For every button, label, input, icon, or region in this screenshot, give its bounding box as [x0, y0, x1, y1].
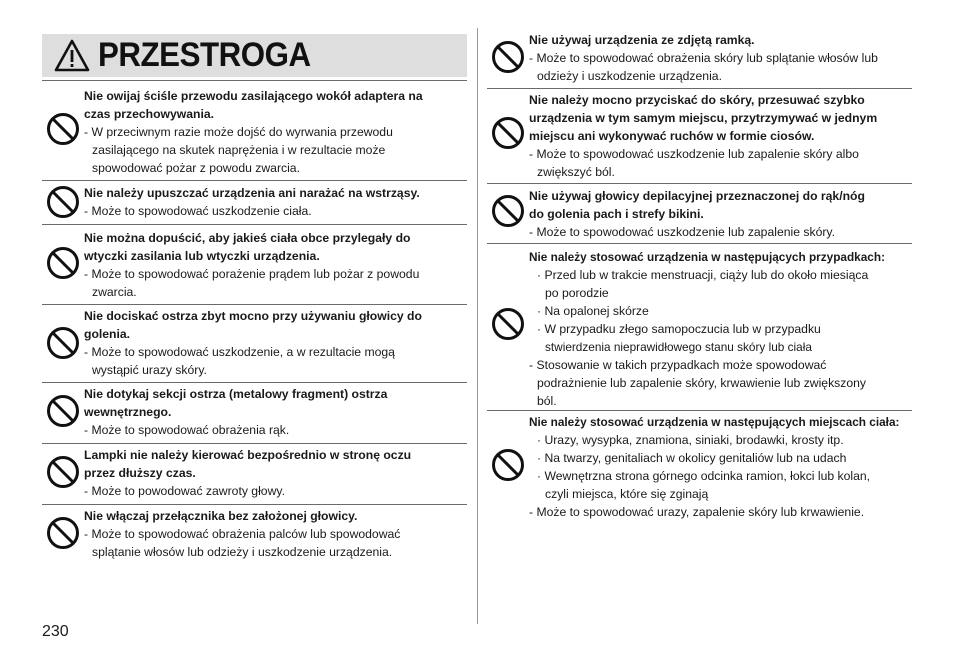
- page-number: 230: [42, 623, 69, 640]
- prohibition-icon: [46, 394, 80, 428]
- caution-item: [42, 180, 467, 224]
- warning-text: urządzenia w tym samym miejscu, przytrzymywać w jednym: [529, 111, 878, 125]
- consequence-text: splątanie włosów lub odzieży i uszkodzenie urządzenia.: [92, 545, 393, 559]
- caution-item: [487, 410, 912, 525]
- warning-text: golenia.: [84, 327, 131, 341]
- warning-text: do golenia pach i strefy bikini.: [529, 207, 704, 221]
- warning-text: Nie używaj głowicy depilacyjnej przeznaczonej do rąk/nóg: [529, 189, 865, 203]
- prohibition-icon: [46, 185, 80, 219]
- prohibition-icon: [491, 116, 525, 150]
- consequence-text: - Może to powodować zawroty głowy.: [84, 484, 285, 498]
- warning-text: przez dłuższy czas.: [84, 466, 196, 480]
- warning-text: miejscu ani wykonywać ruchów w formie ciosów.: [529, 129, 815, 143]
- prohibition-icon: [46, 516, 80, 550]
- bullet-item: czyli miejsca, które się zginają: [545, 487, 709, 501]
- bullet-item: po porodzie: [545, 286, 609, 300]
- warning-text: czas przechowywania.: [84, 107, 215, 121]
- prohibition-icon: [491, 194, 525, 228]
- caution-item: [42, 80, 467, 180]
- warning-text: Nie należy mocno przyciskać do skóry, przesuwać szybko: [529, 93, 865, 107]
- consequence-text: odzieży i uszkodzenie urządzenia.: [537, 69, 722, 83]
- consequence-text: - Stosowanie w takich przypadkach może spowodować: [529, 358, 827, 372]
- consequence-text: podrażnienie lub zapalenie skóry, krwawienie lub zwiększony: [537, 376, 867, 390]
- consequence-text: - Może to spowodować obrażenia palców lub spowodować: [84, 527, 401, 541]
- consequence-text: - Może to spowodować obrażenia rąk.: [84, 423, 290, 437]
- warning-text: Nie używaj urządzenia ze zdjętą ramką.: [529, 33, 755, 47]
- consequence-text: - Może to spowodować uszkodzenie lub zapalenie skóry.: [529, 225, 835, 239]
- page-title: PRZESTROGA: [98, 36, 311, 74]
- prohibition-icon: [46, 112, 80, 146]
- consequence-text: zwiększyć ból.: [537, 165, 615, 179]
- caution-item: [487, 243, 912, 410]
- warning-triangle-icon: [54, 39, 90, 73]
- consequence-text: ból.: [537, 394, 557, 408]
- consequence-text: - Może to spowodować uszkodzenie, a w rezultacie mogą: [84, 345, 395, 359]
- consequence-text: - Może to spowodować obrażenia skóry lub splątanie włosów lub: [529, 51, 878, 65]
- consequence-text: zwarcia.: [92, 285, 137, 299]
- prohibition-icon: [46, 455, 80, 489]
- consequence-text: - W przeciwnym razie może dojść do wyrwania przewodu: [84, 125, 393, 139]
- warning-text: Nie należy upuszczać urządzenia ani narażać na wstrząsy.: [84, 186, 420, 200]
- caution-item: [487, 183, 912, 243]
- warning-text: wewnętrznego.: [84, 405, 172, 419]
- bullet-item: · Wewnętrzna strona górnego odcinka ramion, łokci lub kolan,: [537, 469, 871, 483]
- bullet-item: · W przypadku złego samopoczucia lub w przypadku: [537, 322, 821, 336]
- warning-text: Nie włączaj przełącznika bez założonej głowicy.: [84, 509, 358, 523]
- warning-text: Nie należy stosować urządzenia w następujących przypadkach:: [529, 250, 885, 264]
- consequence-text: zasilającego na skutek naprężenia i w rezultacie może: [92, 143, 386, 157]
- caution-item: [42, 224, 467, 304]
- prohibition-icon: [491, 448, 525, 482]
- warning-text: Nie należy stosować urządzenia w następujących miejscach ciała:: [529, 415, 900, 429]
- consequence-text: - Może to spowodować uszkodzenie ciała.: [84, 204, 312, 218]
- caution-header: [42, 34, 467, 77]
- bullet-item: · Na twarzy, genitaliach w okolicy genitaliów lub na udach: [537, 451, 847, 465]
- prohibition-icon: [46, 326, 80, 360]
- warning-text: Nie można dopuścić, aby jakieś ciała obce przylegały do: [84, 231, 411, 245]
- bullet-item: · Urazy, wysypka, znamiona, siniaki, brodawki, krosty itp.: [537, 433, 844, 447]
- column-divider: [477, 28, 478, 624]
- caution-item: [42, 443, 467, 504]
- consequence-text: spowodować pożar z powodu zwarcia.: [92, 161, 300, 175]
- consequence-text: - Może to spowodować urazy, zapalenie skóry lub krwawienie.: [529, 505, 865, 519]
- prohibition-icon: [491, 40, 525, 74]
- consequence-text: - Może to spowodować porażenie prądem lub pożar z powodu: [84, 267, 420, 281]
- consequence-text: wystąpić urazy skóry.: [92, 363, 207, 377]
- prohibition-icon: [46, 246, 80, 280]
- warning-text: Nie owijaj ściśle przewodu zasilającego wokół adaptera na: [84, 89, 423, 103]
- warning-text: Nie dociskać ostrza zbyt mocno przy używaniu głowicy do: [84, 309, 422, 323]
- warning-text: Lampki nie należy kierować bezpośrednio w stronę oczu: [84, 448, 412, 462]
- caution-item: [42, 304, 467, 382]
- bullet-item: · Przed lub w trakcie menstruacji, ciąży lub do około miesiąca: [537, 268, 869, 282]
- warning-text: wtyczki zasilania lub wtyczki urządzenia.: [84, 249, 320, 263]
- prohibition-icon: [491, 307, 525, 341]
- caution-item: [487, 88, 912, 183]
- warning-text: Nie dotykaj sekcji ostrza (metalowy fragment) ostrza: [84, 387, 388, 401]
- caution-item: [42, 382, 467, 443]
- bullet-item: · Na opalonej skórze: [537, 304, 649, 318]
- caution-item: [487, 28, 912, 88]
- bullet-item: stwierdzenia nieprawidłowego stanu skóry lub ciała: [545, 340, 812, 354]
- consequence-text: - Może to spowodować uszkodzenie lub zapalenie skóry albo: [529, 147, 859, 161]
- caution-item: [42, 504, 467, 564]
